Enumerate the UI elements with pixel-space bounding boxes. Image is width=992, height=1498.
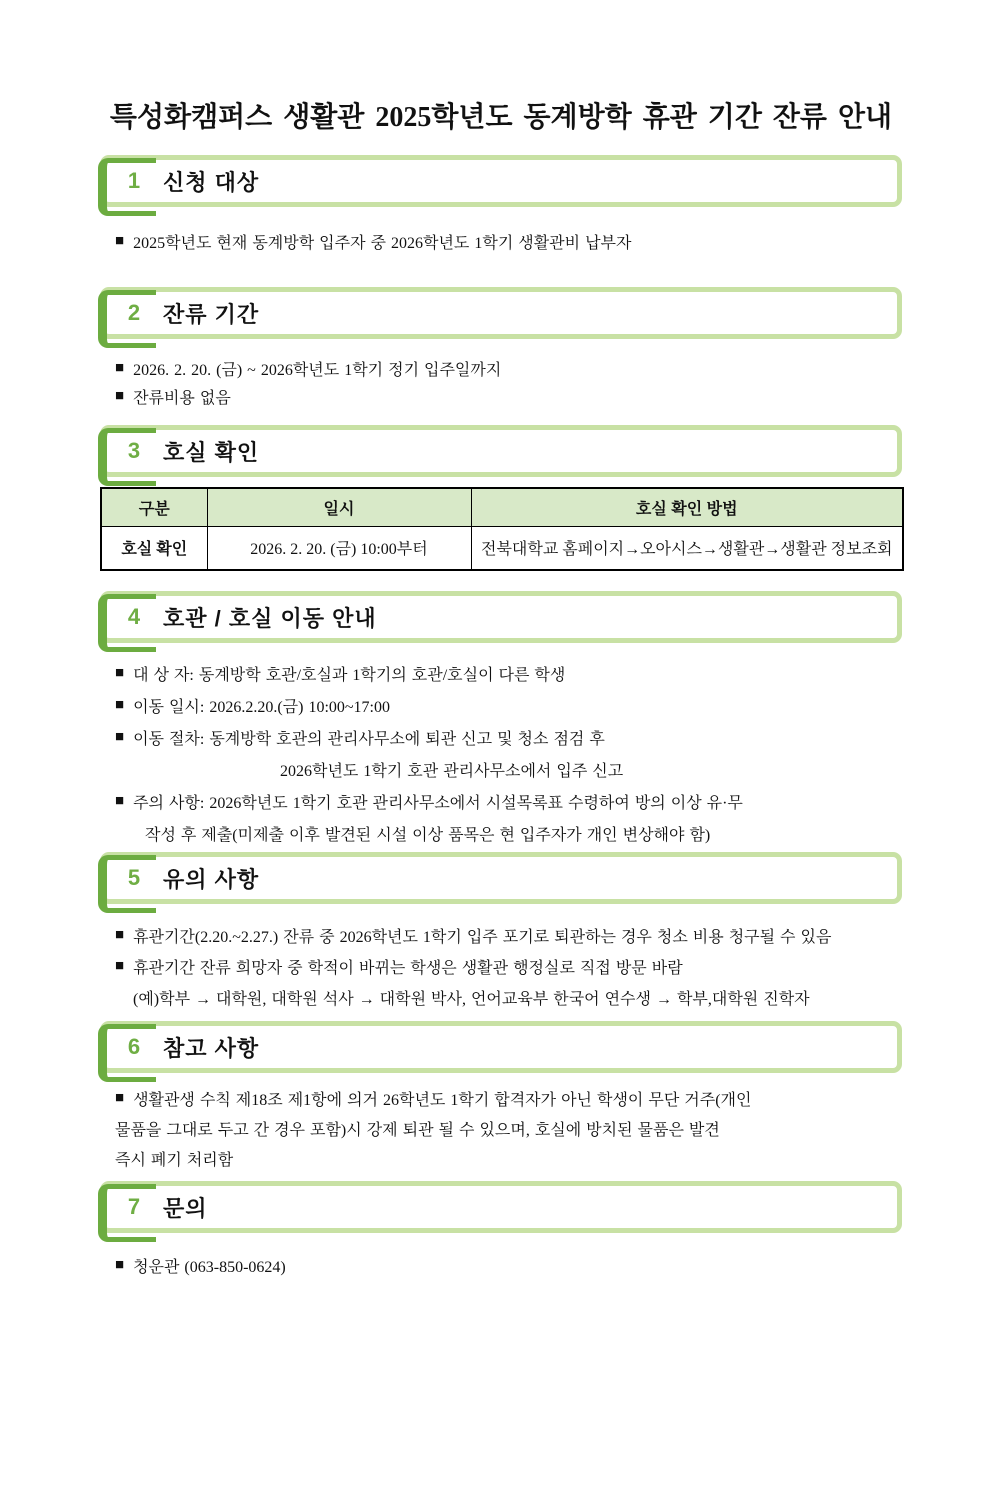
table-header-date: 일시: [207, 488, 471, 526]
section-2-content: [100, 354, 902, 410]
list-item: [115, 689, 902, 721]
section-1-title: 신청 대상: [163, 169, 260, 195]
table-header-method: 호실 확인 방법: [471, 488, 903, 526]
section-4-number: 4: [127, 604, 141, 629]
bullet-square-icon: ■: [115, 359, 125, 376]
section-3-number: 3: [127, 438, 141, 463]
section-1-content: [100, 227, 902, 255]
section-6-number: 6: [127, 1034, 141, 1059]
table-cell-type: 호실 확인: [101, 526, 207, 570]
bullet-square-icon: ■: [115, 696, 125, 713]
section-6-title: 참고 사항: [163, 1035, 260, 1061]
list-item-text: (예)학부 → 대학원, 대학원 석사 → 대학원 박사, 언어교육부 한국어 연수생 → 학부,대학원 진학자: [133, 991, 810, 1008]
bullet-square-icon: ■: [115, 1089, 125, 1106]
table-header-type: 구분: [101, 488, 207, 526]
section-6-content: [100, 1083, 902, 1173]
list-item: [115, 721, 902, 753]
section-4-title: 호관 / 호실 이동 안내: [163, 605, 377, 631]
bullet-square-icon: ■: [115, 927, 125, 943]
section-3-title: 호실 확인: [163, 439, 260, 465]
bullet-square-icon: ■: [115, 728, 125, 745]
list-item-text: 주의 사항: 2026학년도 1학기 호관 관리사무소에서 시설목록표 수령하여 방의 이상 유·무: [133, 794, 743, 812]
page-title: 특성화캠퍼스 생활관 2025학년도 동계방학 휴관 기간 잔류 안내: [109, 102, 893, 133]
bullet-square-icon: ■: [115, 664, 125, 681]
list-item-text: 잔류비용 없음: [133, 389, 231, 407]
list-item: [115, 785, 902, 817]
list-item-continuation: [115, 1143, 902, 1173]
list-item-text: 대 상 자: 동계방학 호관/호실과 1학기의 호관/호실이 다른 학생: [133, 666, 566, 684]
list-item: [115, 920, 902, 951]
section-5-number: 5: [127, 865, 141, 890]
section-7-number: 7: [127, 1194, 141, 1219]
bullet-square-icon: ■: [115, 1256, 125, 1273]
bullet-square-icon: ■: [115, 792, 125, 809]
list-item: [115, 1251, 902, 1279]
section-1-number: 1: [127, 168, 141, 193]
list-item-text: 이동 절차: 동계방학 호관의 관리사무소에 퇴관 신고 및 청소 점검 후: [133, 730, 605, 748]
section-6-header: [100, 1021, 902, 1073]
table-row: [101, 526, 903, 570]
table-cell-date: 2026. 2. 20. (금) 10:00부터: [207, 526, 471, 570]
table-cell-method: 전북대학교 홈페이지→오아시스→생활관→생활관 정보조회: [471, 526, 903, 570]
list-item-text: 생활관생 수칙 제18조 제1항에 의거 26학년도 1학기 합격자가 아닌 학생이 무단 거주(개인: [133, 1091, 752, 1109]
section-7-content: [100, 1251, 902, 1279]
list-item-text: 2026학년도 1학기 호관 관리사무소에서 입주 신고: [280, 762, 624, 780]
room-check-table: [100, 487, 904, 571]
section-4-content: [100, 657, 902, 849]
list-item-continuation: [115, 1113, 902, 1143]
list-item-text: 2026. 2. 20. (금) ~ 2026학년도 1학기 정기 입주일까지: [133, 361, 502, 379]
section-7-header: [100, 1181, 902, 1233]
bullet-square-icon: ■: [115, 232, 125, 249]
section-5-title: 유의 사항: [163, 866, 260, 892]
list-item: [115, 382, 902, 410]
section-3-header: [100, 425, 902, 477]
section-4-header: [100, 591, 902, 643]
table-header-row: [101, 488, 903, 526]
bullet-square-icon: ■: [115, 958, 125, 974]
section-5-content: [100, 920, 902, 1013]
list-item: [115, 657, 902, 689]
list-item-text: 2025학년도 현재 동계방학 입주자 중 2026학년도 1학기 생활관비 납부자: [133, 234, 632, 252]
list-item: [115, 1083, 902, 1113]
section-2-title: 잔류 기간: [163, 301, 260, 327]
list-item-text: 휴관기간 잔류 희망자 중 학적이 바뀌는 학생은 생활관 행정실로 직접 방문 바람: [133, 960, 683, 977]
list-item-text: 이동 일시: 2026.2.20.(금) 10:00~17:00: [133, 698, 390, 716]
list-item-text: 작성 후 제출(미제출 이후 발견된 시설 이상 품목은 현 입주자가 개인 변상해야 함): [145, 826, 711, 844]
list-item-text: 물품을 그대로 두고 간 경우 포함)시 강제 퇴관 될 수 있으며, 호실에 방치된 물품은 발견: [115, 1121, 720, 1139]
section-2-header: [100, 287, 902, 339]
list-item-continuation: [115, 982, 902, 1013]
list-item-text: 즉시 폐기 처리함: [115, 1151, 234, 1169]
bullet-square-icon: ■: [115, 387, 125, 404]
document-page: [0, 95, 992, 1498]
section-2-number: 2: [127, 300, 141, 325]
list-item-text: 휴관기간(2.20.~2.27.) 잔류 중 2026학년도 1학기 입주 포기로 퇴관하는 경우 청소 비용 청구될 수 있음: [133, 929, 832, 946]
list-item-continuation: [115, 753, 902, 785]
section-1-header: [100, 155, 902, 207]
list-item: [115, 227, 902, 255]
section-5-header: [100, 852, 902, 904]
section-7-title: 문의: [163, 1195, 208, 1221]
list-item-continuation: [115, 817, 902, 849]
list-item: [115, 951, 902, 982]
list-item-text: 청운관 (063-850-0624): [133, 1258, 286, 1276]
list-item: [115, 354, 902, 382]
